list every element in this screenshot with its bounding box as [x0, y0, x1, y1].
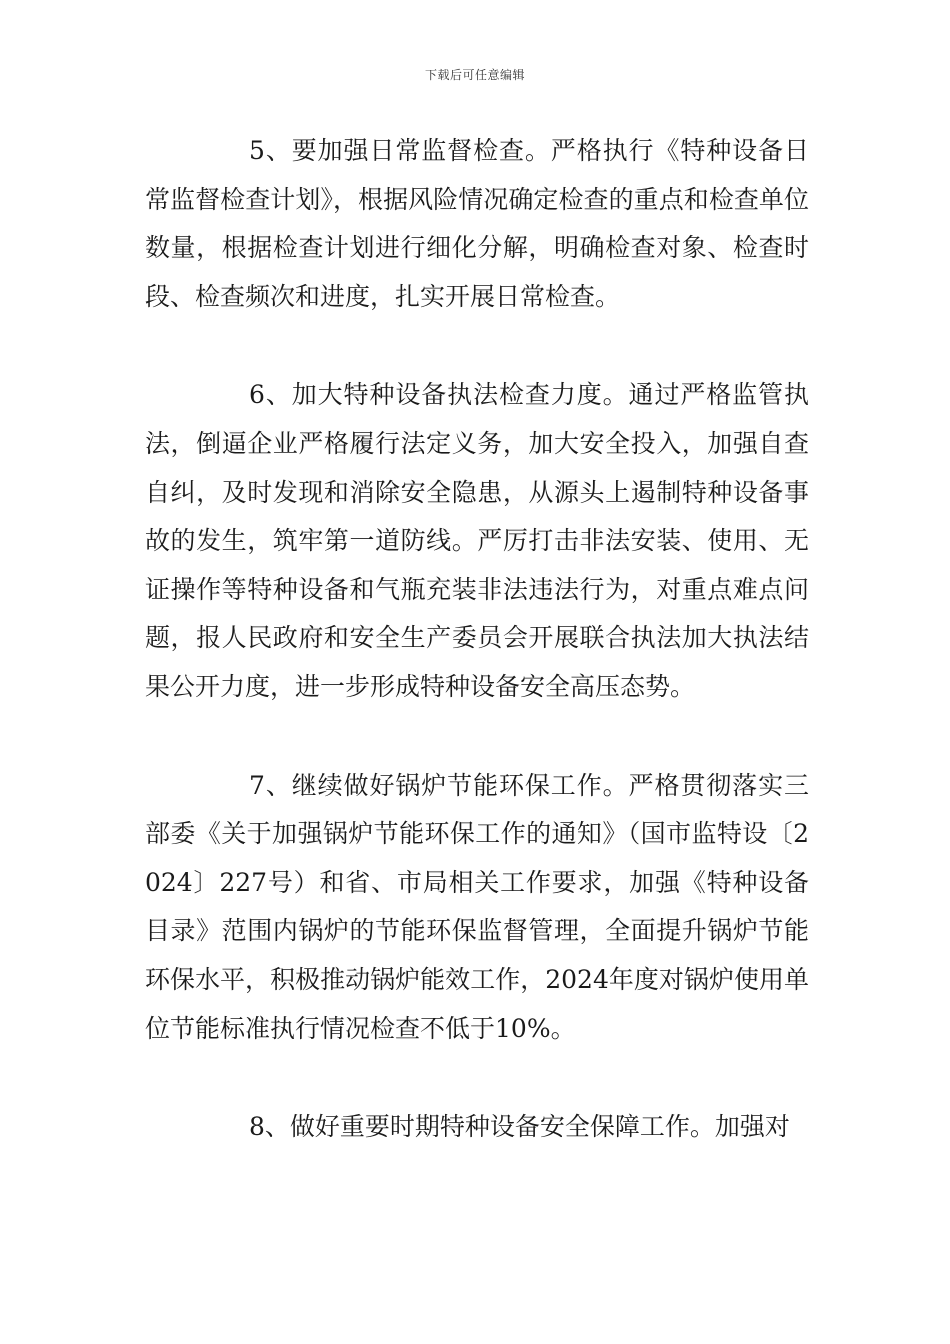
- paragraph-item-7: 7、继续做好锅炉节能环保工作。严格贯彻落实三部委《关于加强锅炉节能环保工作的通知》（国市监特设〔2024〕227号）和省、市局相关工作要求，加强《特种设备目录》范围内锅炉的节能环保监督管理，全面提升锅炉节能环保水平，积极推动锅炉能效工作，2024年度对锅炉使用单位节能标准执行情况检查不低于10%。: [145, 770, 809, 1043]
- document-body: [145, 127, 809, 1152]
- paragraph-item-6: 6、加大特种设备执法检查力度。通过严格监管执法，倒逼企业严格履行法定义务，加大安全投入，加强自查自纠，及时发现和消除安全隐患，从源头上遏制特种设备事故的发生，筑牢第一道防线。严厉打击非法安装、使用、无证操作等特种设备和气瓶充装非法违法行为，对重点难点问题，报人民政府和安全生产委员会开展联合执法加大执法结果公开力度，进一步形成特种设备安全高压态势。: [145, 380, 809, 701]
- paragraph-item-5: 5、要加强日常监督检查。严格执行《特种设备日常监督检查计划》，根据风险情况确定检查的重点和检查单位数量，根据检查计划进行细化分解，明确检查对象、检查时段、检查频次和进度，扎实开展日常检查。: [145, 136, 809, 311]
- page-header: 下载后可任意编辑: [424, 68, 525, 82]
- paragraph-item-8: 8、做好重要时期特种设备安全保障工作。加强对: [249, 1112, 790, 1142]
